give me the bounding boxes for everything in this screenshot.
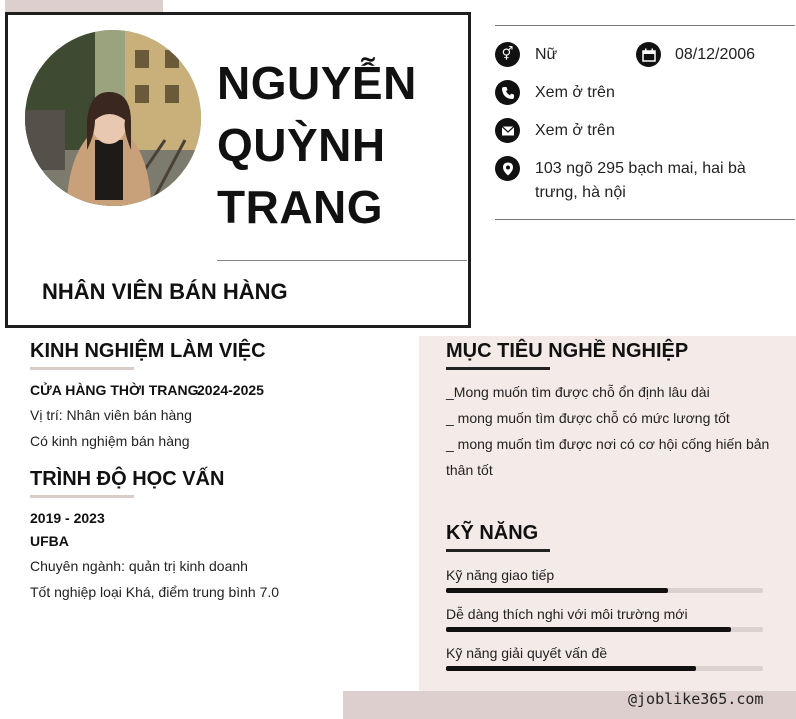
avatar (25, 30, 201, 206)
skill-fill-1 (446, 588, 668, 593)
name-line-1: NGUYỄN (217, 57, 417, 109)
objective-line-2: _ mong muốn tìm được chỗ có mức lương tốt (446, 410, 730, 426)
address-line-1: 103 ngõ 295 bạch mai, hai bà (535, 160, 746, 177)
objective-line-3: _ mong muốn tìm được nơi có cơ hội cống hiến bản (446, 436, 770, 452)
education-school: UFBA (30, 533, 69, 549)
gender-icon: ⚥ (495, 42, 520, 67)
address-line-2: trưng, hà nội (535, 184, 626, 201)
email-value: Xem ở trên (535, 122, 615, 139)
full-name (217, 52, 462, 238)
contact-divider-bottom (495, 219, 795, 220)
experience-period: 2024-2025 (197, 382, 264, 398)
education-result: Tốt nghiệp loại Khá, điểm trung bình 7.0 (30, 584, 280, 600)
gender-value: Nữ (535, 46, 558, 63)
education-major: Chuyên ngành: quản trị kinh doanh (30, 558, 248, 574)
experience-company: CỬA HÀNG THỜI TRANG (30, 382, 199, 398)
objective-line-4: thân tốt (446, 462, 493, 478)
experience-title: KINH NGHIỆM LÀM VIỆC (30, 340, 266, 362)
skill-fill-2 (446, 627, 731, 632)
experience-underline (30, 367, 134, 370)
skill-label-2: Dễ dàng thích nghi với môi trường mới (446, 606, 688, 622)
education-period: 2019 - 2023 (30, 510, 105, 526)
phone-value: Xem ở trên (535, 84, 615, 101)
location-icon (495, 156, 520, 181)
skill-bar-1 (446, 588, 763, 593)
objective-line-1: _Mong muốn tìm được chỗ ổn định lâu dài (446, 384, 710, 400)
phone-icon (495, 80, 520, 105)
experience-detail: Có kinh nghiệm bán hàng (30, 433, 190, 449)
skill-bar-2 (446, 627, 763, 632)
skill-fill-3 (446, 666, 696, 671)
skills-underline (446, 549, 550, 552)
education-underline (30, 495, 134, 498)
address-value (535, 157, 775, 205)
skill-label-1: Kỹ năng giao tiếp (446, 567, 555, 583)
objective-underline (446, 367, 550, 370)
education-title: TRÌNH ĐỘ HỌC VẤN (30, 468, 225, 490)
skills-title: KỸ NĂNG (446, 522, 539, 544)
objective-title: MỤC TIÊU NGHỀ NGHIỆP (446, 340, 689, 362)
skill-bar-3 (446, 666, 763, 671)
birthdate-value: 08/12/2006 (675, 46, 756, 63)
watermark: @joblike365.com (628, 690, 764, 708)
calendar-icon (636, 42, 661, 67)
name-line-3: TRANG (217, 181, 384, 233)
experience-position: Vị trí: Nhân viên bán hàng (30, 407, 192, 423)
name-line-2: QUỲNH (217, 119, 386, 171)
skill-label-3: Kỹ năng giải quyết vấn đề (446, 645, 608, 661)
name-divider (217, 260, 467, 261)
job-title: NHÂN VIÊN BÁN HÀNG (42, 279, 288, 304)
avatar-photo (25, 30, 201, 206)
contact-divider-top (495, 25, 795, 26)
email-icon (495, 118, 520, 143)
